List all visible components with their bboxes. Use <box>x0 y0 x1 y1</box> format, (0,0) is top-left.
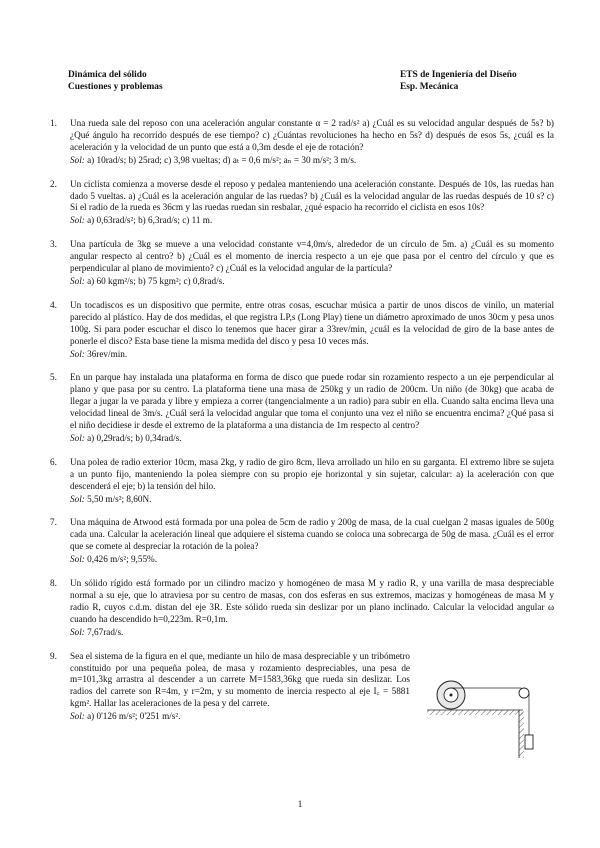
problem-text: En un parque hay instalada una plataforma en forma de disco que puede rodar sin rozamiento respecto a un eje perpendicular al plano y que pasa por su centro. La plataforma tiene una masa de 250kg y un radio de 200cm. Un niño (de 30kg) que acaba de llegar a jugar la ve parada y libre y empieza a correr (tangencialmente a un radio) para subir en ella. Cuando salta encima lleva una velocidad lineal de 3m/s. ¿Cuál será la velocidad angular que toma el conjunto una vez el niño se encuentra encima? ¿Qué pasa si el niño decidiese ir desde el extremo de la plataforma a una distancia de 1m respecto al centro? <box>70 372 554 431</box>
header-school: ETS de Ingeniería del Diseño <box>400 70 517 80</box>
solution-text: a) 0,63rad/s²; b) 6,3rad/s; c) 11 m. <box>87 215 213 226</box>
solution-line <box>70 155 554 167</box>
problem-number: 8. <box>50 578 57 589</box>
problem-number: 4. <box>50 299 57 310</box>
header-course-title: Dinámica del sólido <box>68 70 147 80</box>
problem-item <box>50 300 554 361</box>
solution-label: Sol: <box>70 154 85 165</box>
problem-number: 6. <box>50 456 57 467</box>
solution-text: 5,50 m/s²; 8,60N. <box>87 493 152 504</box>
solution-text: a) 10rad/s; b) 25rad; c) 3,98 vueltas; d) aₜ = 0,6 m/s²; aₙ = 30 m/s²; 3 m/s. <box>87 154 357 165</box>
problem-number: 3. <box>50 239 57 250</box>
problem-text: Sea el sistema de la figura en el que, mediante un hilo de masa despreciable y un tribómetro constituido por una pequeña polea, de masa y rozamiento despreciables, una pesa de m=101,3kg arrastra al descender a un carrete M=1583,36kg que rueda sin deslizar. Los radios del carrete son R=4m, y r=2m, y su momento de inercia respecto al eje I꜀ = 5881 kgm². Hallar las aceleraciones de la pesa y del carrete. <box>70 650 410 709</box>
header-right <box>400 70 517 93</box>
page-number: 1 <box>297 800 303 810</box>
problem-list <box>50 118 554 723</box>
solution-label: Sol: <box>70 626 85 637</box>
problem-text: Una polea de radio exterior 10cm, masa 2kg, y radio de giro 8cm, lleva arrollado un hilo en su garganta. El extremo libre se sujeta a un punto fijo, manteniendo la polea siempre con su propio eje horizontal y sin sujetar, calcular: a) la aceleración con que descenderá el eje; b) la tensión del hilo. <box>70 456 554 491</box>
header-left <box>68 70 163 93</box>
small-pulley <box>519 688 529 698</box>
hanging-mass <box>525 735 533 749</box>
table-surface <box>427 710 523 715</box>
solution-label: Sol: <box>70 432 85 443</box>
problem-text: Un tocadiscos es un dispositivo que permite, entre otras cosas, escuchar música a partir de unos discos de vinilo, un material parecido al plástico. Hay de dos medidas, el que registra LP,s (Long Play) tiene un diámetro aproximado de unos 30cm y pesa unos 100g. Si para poder escuchar el disco lo tenemos que hacer girar a 33rev/min, ¿cuál es la velocidad de giro de la base antes de ponerle el disco? Esta base tiene la misma medida del disco y pesa 10 veces más. <box>70 299 554 346</box>
problem-text: Un ciclista comienza a moverse desde el reposo y pedalea manteniendo una aceleración constante. Después de 10s, las ruedas han dado 5 vueltas. a) ¿Cuál es la aceleración angular de las ruedas? b) ¿Cuál es la velocidad angular de las ruedas después de 10 s? c) Si el radio de la rueda es 36cm y las ruedas ruedan sin resbalar, ¿qué espacio ha recorrido el ciclista en esos 10s? <box>70 178 554 213</box>
problem-text: Una partícula de 3kg se mueve a una velocidad constante v=4,0m/s, alrededor de un círculo de 5m. a) ¿Cuál es su momento angular respecto al centro? b) ¿Cuál es el momento de inercia respecto a un eje que pasa por el centro del círculo y que es perpendicular al plano de movimiento? c) ¿Cuál es la velocidad angular de la partícula? <box>70 239 554 274</box>
problem-item <box>50 179 554 228</box>
problem-number: 5. <box>50 372 57 383</box>
solution-line <box>70 554 554 566</box>
solution-text: a) 0'126 m/s²; 0'251 m/s². <box>87 711 181 722</box>
problem-item <box>50 457 554 506</box>
solution-text: 36rev/min. <box>87 348 128 359</box>
header-subtitle: Cuestiones y problemas <box>68 81 163 92</box>
table-wall <box>519 710 524 758</box>
problem-text: Una máquina de Atwood está formada por una polea de 5cm de radio y 200g de masa, de la cual cuelgan 2 masas iguales de 500g cada una. Calcular la aceleración lineal que adquiere el sistema cuando se coloca una sobrecarga de 50g de masa. ¿Cuál es el error que se comete al despreciar la rotación de la polea? <box>70 517 554 552</box>
problem-item <box>50 372 554 444</box>
solution-label: Sol: <box>70 711 85 722</box>
solution-label: Sol: <box>70 554 85 565</box>
problem-number: 9. <box>50 650 57 661</box>
solution-text: a) 60 kgm²/s; b) 75 kgm²; c) 0,8rad/s. <box>87 275 225 286</box>
solution-text: a) 0,29rad/s; b) 0,34rad/s. <box>87 432 182 443</box>
spool-pulley-figure <box>425 680 555 760</box>
solution-text: 7,67rad/s. <box>87 626 124 637</box>
problem-number: 7. <box>50 517 57 528</box>
solution-line <box>70 349 554 361</box>
header-specialty: Esp. Mecánica <box>400 81 459 92</box>
problem-number: 1. <box>50 118 57 128</box>
solution-line <box>70 433 554 445</box>
solution-text: 0,426 m/s²; 9,55%. <box>87 554 157 565</box>
problem-item <box>50 517 554 566</box>
spool-axle <box>450 694 453 697</box>
solution-line <box>70 494 554 506</box>
problem-text: Un sólido rígido está formado por un cilindro macizo y homogéneo de masa M y radio R, y una varilla de masa despreciable normal a su eje, que lo atraviesa por su centro de masas, con dos esferas en sus extremos, macizas y homogéneas de masa M y radio R, cuyos c.d.m. distan del eje 3R. Este sólido rueda sin deslizar por un plano inclinado. Calcular la velocidad angular ω cuando ha descendido h=0,223m. R=0,1m. <box>70 578 554 624</box>
solution-label: Sol: <box>70 348 85 359</box>
solution-line <box>70 276 554 288</box>
solution-line <box>70 215 554 227</box>
problem-text: Una rueda sale del reposo con una aceleración angular constante α = 2 rad/s² a) ¿Cuál es su velocidad angular después de 5s? b) ¿Qué ángulo ha recorrido después de ese tiempo? c) ¿Cuántas revoluciones ha hecho en 5s? d) después de esos 5s, ¿cuál es la aceleración y la velocidad de un punto que está a 0,3m desde el eje de rotación? <box>70 118 554 152</box>
solution-label: Sol: <box>70 215 85 226</box>
problem-item <box>50 578 554 639</box>
solution-label: Sol: <box>70 493 85 504</box>
problem-item <box>50 118 554 167</box>
solution-line <box>70 627 554 639</box>
solution-label: Sol: <box>70 275 85 286</box>
problem-number: 2. <box>50 178 57 189</box>
problem-item <box>50 239 554 288</box>
